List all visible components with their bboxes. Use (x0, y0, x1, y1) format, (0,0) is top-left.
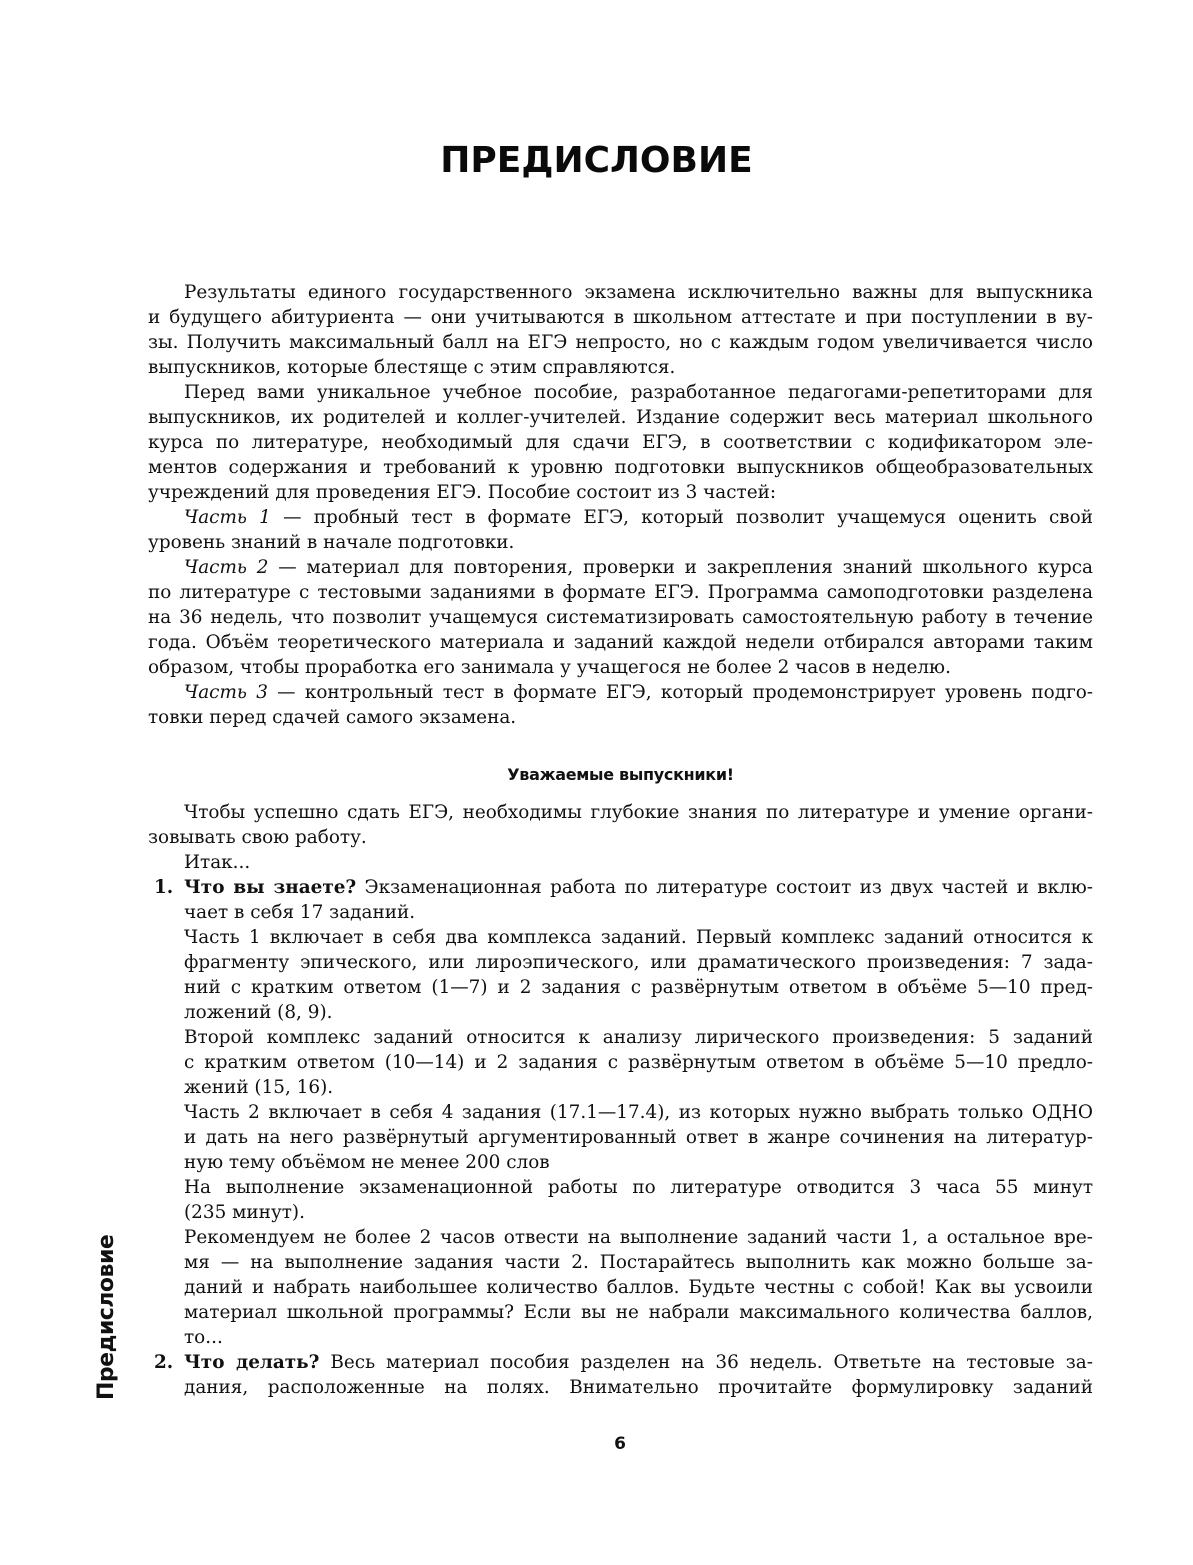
list-lead: Что делать? (184, 1352, 320, 1373)
text-line: Рекомендуем не более 2 часов отвести на выполнение заданий части 1, а остальное вре- (184, 1227, 1093, 1248)
text-line: На выполнение экзаменационной работы по литературе отводится 3 часа 55 минут (184, 1177, 1093, 1198)
list-item-1 (148, 875, 1093, 1350)
text-line (148, 1350, 1093, 1375)
text-line (148, 680, 1093, 705)
text-line: Чтобы успешно сдать ЕГЭ, необходимы глубокие знания по литературе и умение органи- (184, 802, 1093, 823)
text-line: Второй комплекс заданий относится к анализу лирического произведения: 5 заданий (184, 1027, 1093, 1048)
intro-paragraph-1 (148, 280, 1093, 380)
text-line: Результаты единого государственного экзамена исключительно важны для выпускника (184, 282, 1093, 303)
text-line: то... (184, 1327, 223, 1348)
text-line: с кратким ответом (10—14) и 2 задания с развёрнутым ответом в объёме 5—10 предло- (184, 1052, 1093, 1073)
text-line: жений (15, 16). (184, 1077, 334, 1098)
text-line: и дать на него развёрнутый аргументированный ответ в жанре сочинения на литератур- (184, 1127, 1093, 1148)
part-1-description (148, 505, 1093, 555)
text-line: выпускников, которые блестяще с этим справляются. (148, 357, 676, 378)
text-line: даний и набрать наибольшее количество баллов. Будьте честны с собой! Как вы усвоили (184, 1277, 1093, 1298)
part-3-description (148, 680, 1093, 730)
text-line: товки перед сдачей самого экзамена. (148, 707, 517, 728)
intro-paragraph-2 (148, 380, 1093, 505)
text-line: чает в себя 17 заданий. (184, 902, 416, 923)
part-2-description (148, 555, 1093, 680)
list-lead: Что вы знаете? (184, 877, 357, 898)
section-heading: Уважаемые выпускники! (507, 765, 734, 784)
text-line (148, 875, 1093, 900)
side-section-label: Предисловие (94, 1234, 119, 1400)
text-line: дания, расположенные на полях. Внимательно прочитайте формулировку заданий (184, 1377, 1093, 1398)
list-number: 1. (154, 877, 174, 898)
part-label: Часть 3 (184, 682, 268, 703)
text-line: Часть 1 включает в себя два комплекса заданий. Первый комплекс заданий относится к (184, 927, 1093, 948)
list-number: 2. (154, 1352, 174, 1373)
text-line: ную тему объёмом не менее 200 слов (184, 1152, 550, 1173)
text-run: Весь материал пособия разделен на 36 недель. Ответьте на тестовые за- (319, 1352, 1093, 1373)
intro-section (148, 280, 1093, 730)
text-line: выпускников, их родителей и коллег-учителей. Издание содержит весь материал школьного (148, 407, 1093, 428)
graduates-section (148, 800, 1093, 1400)
text-line: образом, чтобы проработка его занимала у учащегося не более 2 часов в неделю. (148, 657, 951, 678)
text-line: ложений (8, 9). (184, 1002, 333, 1023)
text-line: материал школьной программы? Если вы не набрали максимального количества баллов, (184, 1302, 1093, 1323)
text-line: Перед вами уникальное учебное пособие, разработанное педагогами-репетиторами для (184, 382, 1093, 403)
part-label: Часть 1 (184, 507, 271, 528)
text-line: мя — на выполнение задания части 2. Постарайтесь выполнить как можно больше за- (184, 1252, 1093, 1273)
text-line: (235 минут). (184, 1202, 305, 1223)
text-line: зовывать свою работу. (148, 827, 367, 848)
text-run: — контрольный тест в формате ЕГЭ, который продемонстрирует уровень подго- (267, 682, 1093, 703)
text-run: Экзаменационная работа по литературе состоит из двух частей и вклю- (356, 877, 1093, 898)
text-line: ний с кратким ответом (1—7) и 2 задания с развёрнутым ответом в объёме 5—10 пред- (184, 977, 1093, 998)
text-line: Итак... (184, 852, 251, 873)
text-line: ментов содержания и требований к уровню подготовки выпускников общеобразовательных (148, 457, 1093, 478)
text-run: — пробный тест в формате ЕГЭ, который позволит учащемуся оценить свой (270, 507, 1093, 528)
list-item-2 (148, 1350, 1093, 1400)
part-label: Часть 2 (184, 557, 269, 578)
text-line: уровень знаний в начале подготовки. (148, 532, 515, 553)
text-line: Часть 2 включает в себя 4 задания (17.1—17.4), из которых нужно выбрать только ОДНО (184, 1102, 1093, 1123)
text-line: учреждений для проведения ЕГЭ. Пособие состоит из 3 частей: (148, 482, 777, 503)
page-number: 6 (614, 1434, 626, 1454)
text-line: на 36 недель, что позволит учащемуся систематизировать самостоятельную работу в течение (148, 607, 1093, 628)
page-title: ПРЕДИСЛОВИЕ (440, 140, 753, 181)
text-line: и будущего абитуриента — они учитываются в школьном аттестате и при поступлении в ву- (148, 307, 1093, 328)
text-run: — материал для повторения, проверки и закрепления знаний школьного курса (268, 557, 1093, 578)
text-line: фрагменту эпического, или лироэпического, или драматического произведения: 7 зада- (184, 952, 1093, 973)
text-line (148, 555, 1093, 580)
text-line: года. Объём теоретического материала и заданий каждой недели отбирался авторами таким (148, 632, 1093, 653)
text-line: зы. Получить максимальный балл на ЕГЭ непросто, но с каждым годом увеличивается число (148, 332, 1093, 353)
text-line: курса по литературе, необходимый для сдачи ЕГЭ, в соответствии с кодификатором эле- (148, 432, 1093, 453)
text-line: по литературе с тестовыми заданиями в формате ЕГЭ. Программа самоподготовки разделена (148, 582, 1093, 603)
text-line (148, 505, 1093, 530)
